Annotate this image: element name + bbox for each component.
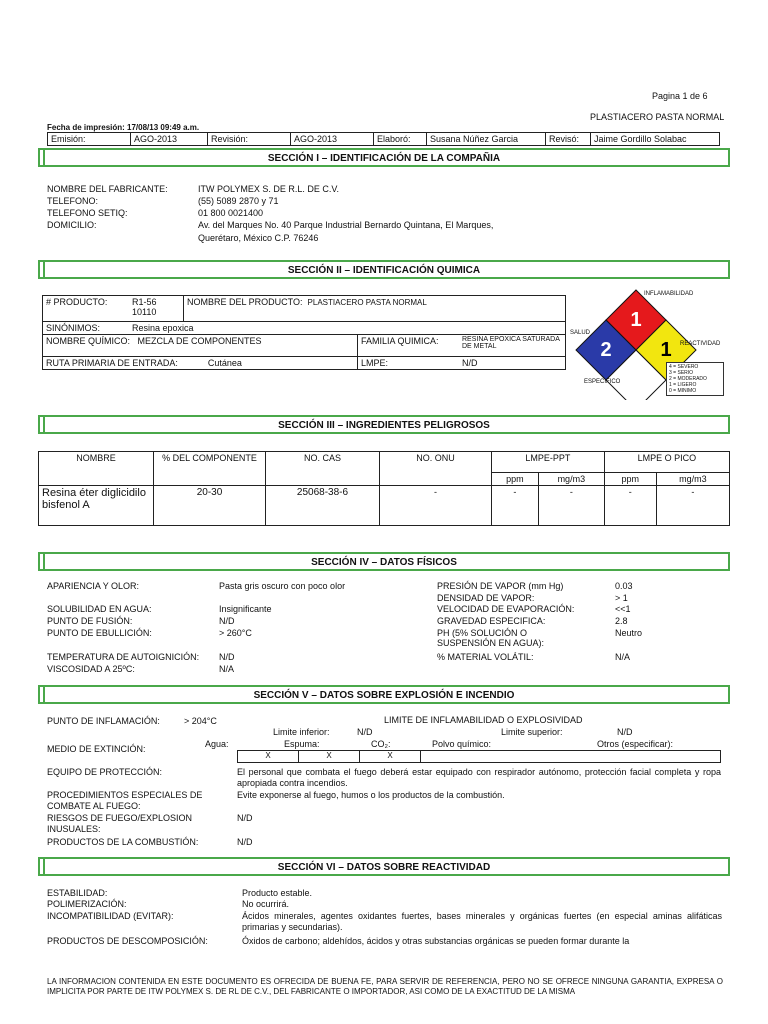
densidad-value: > 1 <box>615 593 628 603</box>
limite-superior-value: N/D <box>617 727 633 737</box>
nfpa-legend <box>666 362 724 396</box>
ing-subheader: ppm <box>492 473 539 486</box>
apariencia-value: Pasta gris oscuro con poco olor <box>219 581 346 591</box>
nfpa-label-right: REACTIVIDAD <box>680 341 721 347</box>
sinonimos-label: SINÓNIMOS: <box>43 322 130 335</box>
espuma-mark: X <box>238 751 299 763</box>
section-5-header: SECCIÓN V – DATOS SOBRE EXPLOSIÓN E INCENDIO <box>38 685 730 704</box>
limite-title: LIMITE DE INFLAMABILIDAD O EXPLOSIVIDAD <box>384 715 583 725</box>
quimico-label: NOMBRE QUÍMICO: <box>46 336 131 346</box>
incompat-value: Ácidos minerales, agentes oxidantes fuertes, bases minerales y orgánicas fuertes (en especial aminas alifáticas primarias y secundarias). <box>242 911 722 932</box>
familia-value: RESINA EPOXICA SATURADA DE METAL <box>459 335 566 357</box>
ph-value: Neutro <box>615 628 643 638</box>
volatil-label: % MATERIAL VOLÁTIL: <box>437 652 534 662</box>
productos-value: N/D <box>237 837 253 847</box>
fabricante-label: NOMBRE DEL FABRICANTE: <box>47 184 168 194</box>
riesgos-label: RIESGOS DE FUEGO/EXPLOSION INUSUALES: <box>47 813 193 834</box>
ing-header: LMPE O PICO <box>604 452 729 473</box>
producto-code: R1-56 10110 <box>129 296 184 322</box>
quimico-value: MEZCLA DE COMPONENTES <box>137 336 262 346</box>
nfpa-diamond <box>568 288 728 400</box>
densidad-label: DENSIDAD DE VAPOR: <box>437 593 535 603</box>
ingredients-table <box>38 451 730 526</box>
gravedad-label: GRAVEDAD ESPECIFICA: <box>437 616 546 626</box>
ing-header: NO. ONU <box>380 452 492 486</box>
riesgos-value: N/D <box>237 813 253 823</box>
solubilidad-value: Insignificante <box>219 604 272 614</box>
setiq-label: TELEFONO SETIQ: <box>47 208 128 218</box>
otros-label: Otros (especificar): <box>597 739 674 749</box>
print-date: Fecha de impresión: 17/08/13 09:49 a.m. <box>47 123 200 132</box>
nfpa-legend-item: 0 = MINIMO <box>669 388 697 394</box>
otros-mark <box>421 751 721 763</box>
table-row <box>39 486 730 526</box>
ing-subheader: mg/m3 <box>538 473 604 486</box>
gravedad-value: 2.8 <box>615 616 628 626</box>
disclaimer: LA INFORMACION CONTENIDA EN ESTE DOCUMENTO ES OFRECIDA DE BUENA FE, PARA SERVIR DE REFERENCIA, PERO NO SE OFRECE NINGUNA GARANTIA, EXPRESA O IMPLICITA POR PARTE DE ITW POLYMEX S. DE RL DE C.V., DEL FABRICANTE O IMPORTADOR, ASI COMO DE LA EXACTITUD DE LA MISMA <box>47 977 723 996</box>
domicilio-line-1: Av. del Marques No. 40 Parque Industrial Bernardo Quintana, El Marques, <box>198 220 494 230</box>
ing-cell: - <box>604 486 656 526</box>
nfpa-label-top: INFLAMABILIDAD <box>644 291 694 297</box>
rev-cell: Elaboró: <box>374 133 427 146</box>
page-number: Pagina 1 de 6 <box>652 91 708 101</box>
autoignicion-label: TEMPERATURA DE AUTOIGNICIÓN: <box>47 652 200 662</box>
estabilidad-label: ESTABILIDAD: <box>47 888 108 898</box>
nfpa-legend-item: 4 = SEVERO <box>669 364 699 370</box>
equipo-value: El personal que combata el fuego deberá estar equipado con respirador autónomo, protección facial completa y ropa apropiada contra incendios. <box>237 767 721 788</box>
nfpa-reactivity-value: 1 <box>660 339 672 361</box>
fabricante-value: ITW POLYMEX S. DE R.L. DE C.V. <box>198 184 340 194</box>
section-1-header: SECCIÓN I – IDENTIFICACIÓN DE LA COMPAÑIA <box>38 148 730 167</box>
ing-cell: 20-30 <box>154 486 266 526</box>
rev-cell: Susana Núñez Garcia <box>427 133 546 146</box>
ing-subheader: mg/m3 <box>656 473 729 486</box>
viscosidad-label: VISCOSIDAD A 25ºC: <box>47 664 135 674</box>
section-6-header: SECCIÓN VI – DATOS SOBRE REACTIVIDAD <box>38 857 730 876</box>
quimico-cell <box>43 335 358 357</box>
apariencia-label: APARIENCIA Y OLOR: <box>47 581 140 591</box>
nfpa-label-left: SALUD <box>570 330 591 336</box>
fusion-value: N/D <box>219 616 235 626</box>
rev-cell: AGO-2013 <box>291 133 374 146</box>
productos-label: PRODUCTOS DE LA COMBUSTIÓN: <box>47 837 199 847</box>
chem-id-table <box>42 295 566 370</box>
rev-cell: Revisión: <box>208 133 291 146</box>
section-4-header: SECCIÓN IV – DATOS FÍSICOS <box>38 552 730 571</box>
limite-inferior-label: Limite inferior: <box>273 727 330 737</box>
revision-table <box>47 132 720 146</box>
ing-subheader: ppm <box>604 473 656 486</box>
setiq-value: 01 800 0021400 <box>198 208 264 218</box>
ebullicion-label: PUNTO DE EBULLICIÓN: <box>47 628 152 638</box>
lmpe-label: LMPE: <box>358 357 460 370</box>
polvo-label: Polvo químico: <box>432 739 492 749</box>
familia-label: FAMILIA QUIMICA: <box>358 335 460 357</box>
doc-product-title: PLASTIACERO PASTA NORMAL <box>590 112 725 122</box>
producto-label: # PRODUCTO: <box>43 296 130 322</box>
domicilio-label: DOMICILIO: <box>47 220 97 230</box>
ing-cell: Resina éter diglicidilo bisfenol A <box>39 486 154 526</box>
evaporacion-label: VELOCIDAD DE EVAPORACIÓN: <box>437 604 575 614</box>
inflamacion-label: PUNTO DE INFLAMACIÓN: <box>47 716 160 726</box>
rev-cell: Emisión: <box>48 133 131 146</box>
rev-cell: AGO-2013 <box>131 133 208 146</box>
descomp-label: PRODUCTOS DE DESCOMPOSICIÓN: <box>47 936 208 946</box>
telefono-label: TELEFONO: <box>47 196 99 206</box>
polimerizacion-value: No ocurrirá. <box>242 899 290 909</box>
ebullicion-value: > 260°C <box>219 628 252 638</box>
ruta-cell <box>43 357 358 370</box>
sinonimos-value: Resina epoxica <box>129 322 566 335</box>
extincion-table <box>237 750 721 763</box>
procedimientos-value: Evite exponerse al fuego, humos o los productos de la combustión. <box>237 790 505 800</box>
section-2-header: SECCIÓN II – IDENTIFICACIÓN QUIMICA <box>38 260 730 279</box>
ruta-label: RUTA PRIMARIA DE ENTRADA: <box>46 358 178 368</box>
presion-label: PRESIÓN DE VAPOR (mm Hg) <box>437 581 564 591</box>
nfpa-legend-item: 2 = MODERADO <box>669 376 707 382</box>
medio-label: MEDIO DE EXTINCIÓN: <box>47 744 146 754</box>
descomp-value: Óxidos de carbono; aldehídos, ácidos y otras substancias orgánicas se pueden formar durante la <box>242 936 630 946</box>
inflamacion-value: > 204°C <box>184 716 217 726</box>
nfpa-legend-list <box>667 363 723 395</box>
procedimientos-label: PROCEDIMIENTOS ESPECIALES DE COMBATE AL FUEGO: <box>47 790 203 811</box>
nfpa-label-bottom: ESPECIFICO <box>584 379 621 385</box>
limite-inferior-value: N/D <box>357 727 373 737</box>
nfpa-health-value: 2 <box>600 339 612 361</box>
ing-header: NO. CAS <box>266 452 380 486</box>
rev-cell: Jaime Gordillo Solabac <box>591 133 720 146</box>
espuma-label: Espuma: <box>284 739 320 749</box>
volatil-value: N/A <box>615 652 631 662</box>
nfpa-legend-item: 1 = LIGERO <box>669 382 697 388</box>
fusion-label: PUNTO DE FUSIÓN: <box>47 616 133 626</box>
nombre-value: PLASTIACERO PASTA NORMAL <box>307 298 427 307</box>
limite-superior-label: Limite superior: <box>501 727 563 737</box>
estabilidad-value: Producto estable. <box>242 888 313 898</box>
evaporacion-value: <<1 <box>615 604 631 614</box>
nombre-label: NOMBRE DEL PRODUCTO: <box>187 297 303 307</box>
ing-cell: - <box>656 486 729 526</box>
viscosidad-value: N/A <box>219 664 235 674</box>
section-3-header: SECCIÓN III – INGREDIENTES PELIGROSOS <box>38 415 730 434</box>
nfpa-flammability-value: 1 <box>630 309 642 331</box>
lmpe-value: N/D <box>459 357 566 370</box>
nombre-cell <box>184 296 566 322</box>
telefono-value: (55) 5089 2870 y 71 <box>198 196 279 206</box>
co2-mark: X <box>299 751 360 763</box>
ph-label: PH (5% SOLUCIÓN O SUSPENSIÓN EN AGUA): <box>437 628 545 648</box>
ruta-value: Cutánea <box>207 358 242 368</box>
ing-cell: - <box>538 486 604 526</box>
domicilio-line-2: Querétaro, México C.P. 76246 <box>198 233 319 243</box>
presion-value: 0.03 <box>615 581 633 591</box>
solubilidad-label: SOLUBILIDAD EN AGUA: <box>47 604 152 614</box>
autoignicion-value: N/D <box>219 652 235 662</box>
polimerizacion-label: POLIMERIZACIÓN: <box>47 899 127 909</box>
ing-header: % DEL COMPONENTE <box>154 452 266 486</box>
equipo-label: EQUIPO DE PROTECCIÓN: <box>47 767 163 777</box>
ing-cell: - <box>492 486 539 526</box>
co2-label: CO₂: <box>371 739 391 749</box>
ing-header: LMPE-PPT <box>492 452 605 473</box>
ing-cell: 25068-38-6 <box>266 486 380 526</box>
ing-header: NOMBRE <box>39 452 154 486</box>
incompat-label: INCOMPATIBILIDAD (EVITAR): <box>47 911 174 921</box>
polvo-mark: X <box>360 751 421 763</box>
ing-cell: - <box>380 486 492 526</box>
rev-cell: Revisó: <box>546 133 591 146</box>
nfpa-legend-item: 3 = SERIO <box>669 370 694 376</box>
agua-label: Agua: <box>205 739 229 749</box>
